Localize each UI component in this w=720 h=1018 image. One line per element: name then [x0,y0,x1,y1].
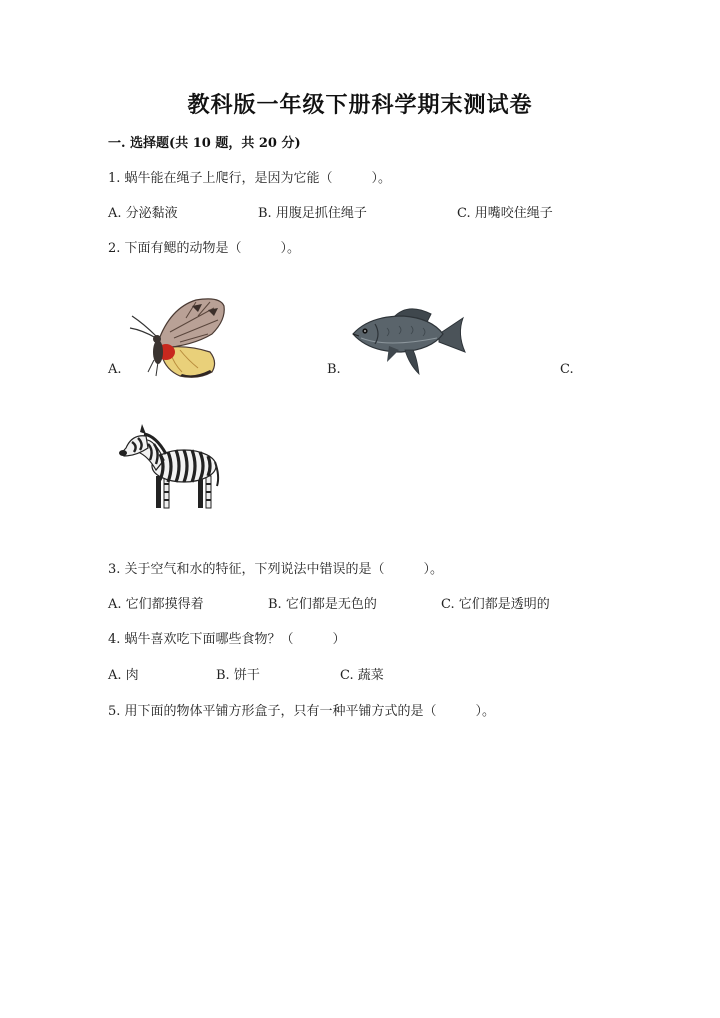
butterfly-image [126,294,228,380]
question-2-option-c[interactable]: C. [560,362,574,377]
fish-image [347,300,469,376]
question-4-option-b[interactable]: B. 饼干 [216,668,260,683]
question-2-option-a[interactable]: A. [108,362,122,377]
question-1-option-a[interactable]: A. 分泌黏液 [108,206,178,221]
question-3-option-b[interactable]: B. 它们都是无色的 [268,597,377,612]
question-1-option-b[interactable]: B. 用腹足抓住绳子 [258,206,367,221]
question-5-stem: 5. 用下面的物体平铺方形盒子，只有一种平铺方式的是（ ）。 [108,704,496,719]
question-3-option-c[interactable]: C. 它们都是透明的 [441,597,550,612]
question-3-option-a[interactable]: A. 它们都摸得着 [108,597,204,612]
question-4-option-c[interactable]: C. 蔬菜 [340,668,384,683]
question-4-stem: 4. 蜗牛喜欢吃下面哪些食物？（ ） [108,632,346,647]
section-heading: 一. 选择题(共 10 题，共 20 分) [108,136,301,151]
question-2-option-b[interactable]: B. [327,362,341,377]
question-1-stem: 1. 蜗牛能在绳子上爬行，是因为它能（ ）。 [108,171,392,186]
zebra-image [114,420,222,514]
page-title: 教科版一年级下册科学期末测试卷 [187,92,533,118]
question-1-option-c[interactable]: C. 用嘴咬住绳子 [457,206,553,221]
question-4-option-a[interactable]: A. 肉 [108,668,139,683]
question-3-stem: 3. 关于空气和水的特征，下列说法中错误的是（ ）。 [108,562,444,577]
question-2-stem: 2. 下面有鳃的动物是（ ）。 [108,241,301,256]
